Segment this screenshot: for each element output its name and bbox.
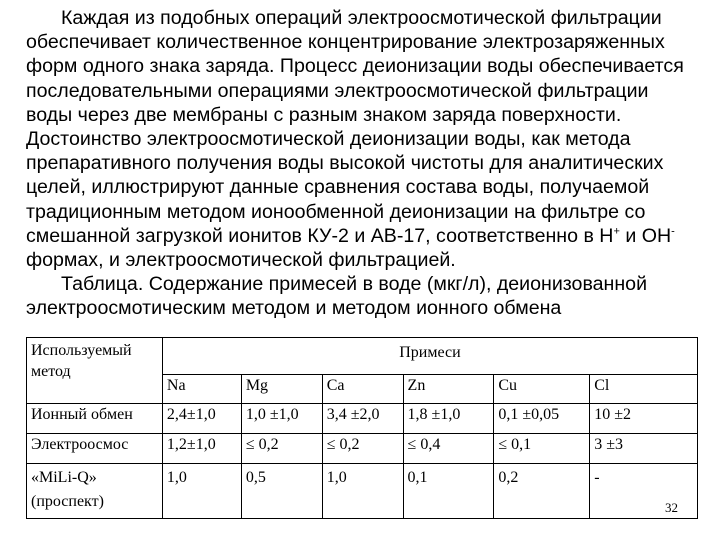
value-cell: -: [590, 464, 698, 519]
value-cell: 1,0: [322, 464, 403, 519]
value-cell: ≤ 0,1: [494, 434, 590, 464]
text-line: обеспечивает количественное концентрирование электрозаряженных: [26, 31, 665, 54]
table-caption: Таблица. Содержание примесей в воде (мкг/л), деионизованной: [61, 273, 648, 296]
body-text: [26, 6, 702, 321]
text-line: воды через две мембраны с разным знаком заряда поверхности.: [26, 103, 622, 126]
value-cell: 0,1 ±0,05: [494, 404, 590, 434]
superscript: +: [613, 225, 620, 238]
value-cell: ≤ 0,4: [403, 434, 494, 464]
element-header: Cu: [494, 375, 590, 404]
element-header: Zn: [403, 375, 494, 404]
element-header: Na: [162, 375, 241, 404]
text-segment: смешанной загрузкой ионитов КУ-2 и АВ-17, соответственно в Н: [26, 224, 614, 247]
page-number: 32: [665, 500, 678, 515]
element-header: Cl: [590, 375, 698, 404]
value-cell: 1,8 ±1,0: [403, 404, 494, 434]
table-row: [27, 404, 698, 434]
text-line: Достоинство электроосмотической деионизации воды, как метода: [26, 128, 631, 151]
value-cell: 0,5: [241, 464, 322, 519]
table-row: [27, 464, 698, 519]
element-header: Ca: [322, 375, 403, 404]
value-cell: 1,0 ±1,0: [241, 404, 322, 434]
value-cell: 2,4±1,0: [162, 404, 241, 434]
impurities-header: Примеси: [162, 338, 697, 375]
text-line: форм одного знака заряда. Процесс деионизации воды обеспечивается: [26, 55, 684, 78]
value-cell: 3,4 ±2,0: [322, 404, 403, 434]
table-row: [27, 434, 698, 464]
element-header: Mg: [241, 375, 322, 404]
method-cell: Ионный обмен: [27, 404, 163, 434]
text-segment: и ОН: [619, 224, 672, 247]
table-header-row: [27, 338, 698, 375]
text-line: Каждая из подобных операций электроосмотической фильтрации: [61, 7, 662, 29]
text-line-ions: [26, 224, 702, 248]
method-text: (проспект): [31, 493, 104, 510]
value-cell: 0,2: [494, 464, 590, 519]
text-line: традиционным методом ионообменной деионизации на фильтре со: [26, 200, 646, 223]
method-cell: [27, 464, 163, 519]
method-header: [27, 338, 163, 404]
value-cell: 10 ±2: [590, 404, 698, 434]
impurities-table: [26, 337, 698, 519]
text-line: целей, иллюстрируют данные сравнения состава воды, получаемой: [26, 176, 650, 199]
value-cell: 3 ±3: [590, 434, 698, 464]
method-cell: Электроосмос: [27, 434, 163, 464]
header-text: Используемый: [31, 342, 132, 359]
value-cell: 1,2±1,0: [162, 434, 241, 464]
text-line: препаративного получения воды высокой чистоты для аналитических: [26, 152, 664, 175]
text-line: последовательными операциями электроосмотической фильтрации: [26, 79, 649, 102]
value-cell: 0,1: [403, 464, 494, 519]
value-cell: ≤ 0,2: [241, 434, 322, 464]
header-text: метод: [31, 363, 71, 380]
table-caption: электроосмотическим методом и методом ионного обмена: [26, 297, 562, 320]
value-cell: ≤ 0,2: [322, 434, 403, 464]
method-text: «MiLi-Q»: [31, 469, 97, 486]
text-line: формах, и электроосмотической фильтрацией.: [26, 249, 456, 272]
value-cell: 1,0: [162, 464, 241, 519]
superscript: -: [671, 225, 675, 238]
